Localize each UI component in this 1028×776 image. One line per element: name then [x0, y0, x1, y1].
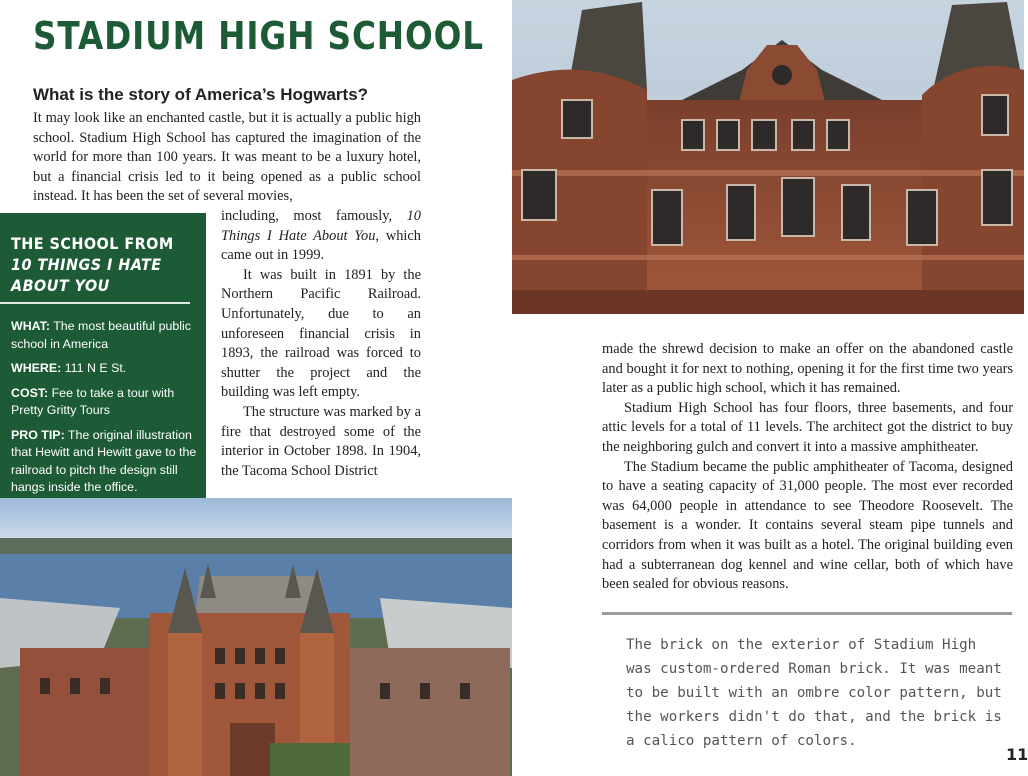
- left-col-p1-start: including, most famously,: [221, 208, 407, 224]
- fact-label: WHERE:: [11, 361, 62, 375]
- fact-pro-tip: [11, 427, 199, 497]
- sidebar-title-line: THE SCHOOL FROM: [11, 234, 174, 253]
- left-col-paragraph-2: It was built in 1891 by the Northern Pacific Railroad. Unfortunately, due to an unforeseen financial crisis in 1893, the railroad was forced to shutter the project and the building was left empty.: [221, 266, 421, 401]
- left-column-text: [221, 207, 421, 481]
- page-title: STADIUM HIGH SCHOOL: [33, 14, 484, 58]
- fact-label: COST:: [11, 385, 49, 400]
- fact-value: The original illustration that Hewitt and Hewitt gave to the railroad to pitch the design still hangs inside the office.: [11, 427, 197, 494]
- movie-title: 10 Things I Hate About You: [221, 208, 421, 244]
- sidebar-title: [11, 233, 182, 296]
- sidebar-divider: [0, 302, 190, 304]
- right-col-paragraph-1: made the shrewd decision to make an offer on the abandoned castle and bought it for next to nothing, opening it for the first time two years later as a public high school, which it has remained.: [602, 341, 1013, 397]
- fact-what: [11, 318, 199, 353]
- intro-text: It may look like an enchanted castle, but it is actually a public high school. Stadium High School has captured the imagination of the world for more than 100 years. It was meant to be a luxury hotel, but a financial crisis led to it being opened as a public school instead. It has been the set of several movies,: [33, 110, 421, 205]
- facade-illustration: [512, 0, 1024, 314]
- sidebar-facts: [11, 318, 199, 504]
- aerial-photo: [0, 498, 512, 776]
- facade-photo: [512, 0, 1024, 314]
- intro-paragraph: [33, 109, 421, 207]
- right-col-paragraph-3: The Stadium became the public amphitheater of Tacoma, designed to have a seating capacity of 31,000 people. The most ever recorded was 64,000 people in attendance to see Theodore Roosevelt. The basement is a wonder. It contains several steam pipe tunnels and corridors from when it was built as a hotel. The original building even had a subterranean dog kennel and wine cellar, both of which have been sealed for obvious reasons.: [602, 458, 1013, 593]
- right-col-paragraph-2: Stadium High School has four floors, three basements, and four attic levels for a total of 11 levels. The architect got the district to buy the neighboring gulch and convert it into a massive amphitheater.: [602, 399, 1013, 455]
- aerial-illustration: [0, 498, 512, 776]
- fact-value: Fee to take a tour with Pretty Gritty Tours: [11, 385, 175, 417]
- fact-label: WHAT:: [11, 319, 50, 333]
- fact-value: 111 N E St.: [61, 361, 127, 375]
- left-col-paragraph-3: The structure was marked by a fire that destroyed some of the interior in October 1898. In 1904, the Tacoma School District: [221, 403, 421, 479]
- fact-label: PRO TIP:: [11, 427, 65, 442]
- right-column-text: [602, 340, 1013, 595]
- sidebar-title-italic: 10 THINGS I HATE ABOUT YOU: [11, 255, 162, 295]
- info-sidebar: [0, 213, 206, 517]
- page-number: 11: [1006, 745, 1028, 764]
- section-heading: What is the story of America’s Hogwarts?: [33, 85, 369, 104]
- left-col-p1-end: , which came out in 1999.: [221, 227, 421, 264]
- fact-value: The most beautiful public school in America: [11, 319, 191, 351]
- fact-where: [11, 360, 199, 378]
- fact-callout: The brick on the exterior of Stadium High was custom-ordered Roman brick. It was meant to be built with an ombre color pattern, but the workers didn't do that, and the brick is a calico pattern of colors.: [626, 637, 1002, 749]
- left-col-paragraph-1: [221, 207, 421, 266]
- callout-divider: [602, 612, 1012, 615]
- fact-cost: [11, 385, 199, 420]
